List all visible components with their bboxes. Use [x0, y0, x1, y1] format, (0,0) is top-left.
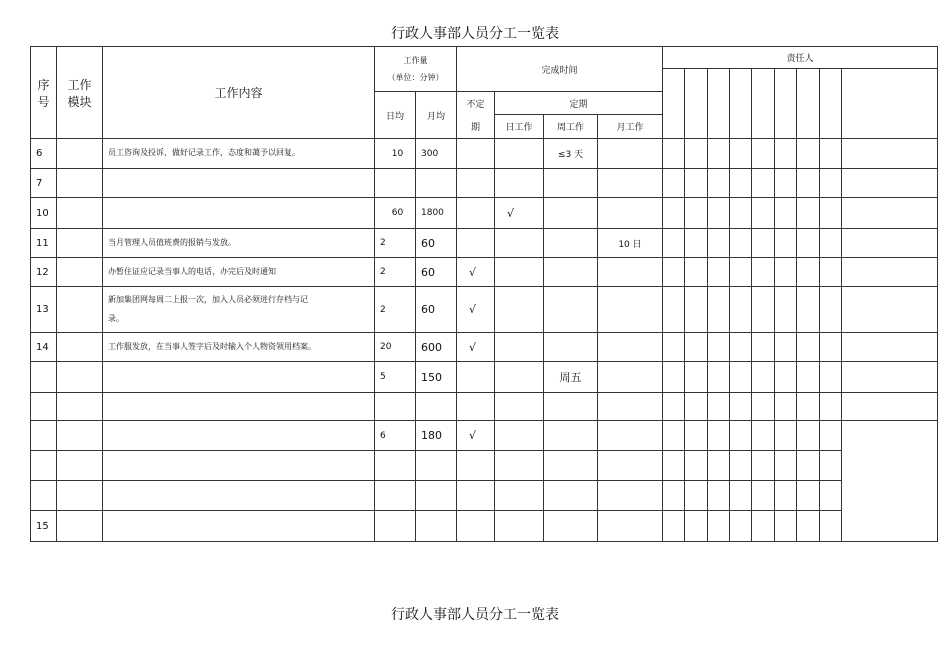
row-module	[57, 139, 103, 169]
responsible-cell	[685, 481, 708, 511]
row-irregular: √	[457, 333, 495, 362]
responsible-cell	[752, 393, 775, 421]
responsible-cell	[708, 393, 730, 421]
row-module	[57, 421, 103, 451]
responsible-cell	[663, 287, 685, 333]
responsible-cell	[685, 229, 708, 258]
row-month	[598, 333, 663, 362]
row-irregular	[457, 198, 495, 229]
responsible-cell	[775, 287, 797, 333]
responsible-cell	[842, 393, 938, 421]
responsible-cell	[752, 421, 775, 451]
row-monthly	[416, 169, 457, 198]
responsible-cell	[752, 198, 775, 229]
row-content	[103, 421, 375, 451]
row-seq: 13	[30, 287, 57, 333]
responsible-cell	[730, 169, 752, 198]
responsible-cell	[797, 229, 820, 258]
responsible-cell	[820, 229, 842, 258]
responsible-cell	[820, 169, 842, 198]
row-monthly	[416, 511, 457, 542]
row-module	[57, 169, 103, 198]
row-monthly: 600	[416, 333, 457, 362]
row-content	[103, 451, 375, 481]
row-week	[544, 258, 598, 287]
responsible-cell	[663, 421, 685, 451]
row-daily	[375, 393, 416, 421]
row-week: 周五	[544, 362, 598, 393]
header-weekly-work: 周工作	[544, 115, 598, 139]
row-irregular	[457, 169, 495, 198]
responsible-cell	[797, 69, 820, 139]
responsible-cell	[752, 258, 775, 287]
responsible-cell	[708, 511, 730, 542]
responsible-cell	[663, 229, 685, 258]
row-daily: 2	[375, 258, 416, 287]
row-monthly: 60	[416, 229, 457, 258]
row-month	[598, 139, 663, 169]
responsible-cell	[820, 511, 842, 542]
responsible-cell	[775, 229, 797, 258]
row-content: 新加集团网每周二上报一次，加入人员必须进行存档与记 录。	[103, 287, 375, 333]
row-month	[598, 258, 663, 287]
responsible-cell	[663, 393, 685, 421]
responsible-cell	[797, 451, 820, 481]
responsible-cell	[820, 333, 842, 362]
header-responsible: 责任人	[663, 46, 938, 69]
responsible-cell	[685, 451, 708, 481]
row-day	[495, 511, 544, 542]
row-monthly	[416, 393, 457, 421]
responsible-cell	[685, 393, 708, 421]
row-week	[544, 333, 598, 362]
row-content	[103, 393, 375, 421]
responsible-cell	[820, 69, 842, 139]
responsible-cell	[797, 333, 820, 362]
row-week	[544, 198, 598, 229]
responsible-cell	[685, 333, 708, 362]
responsible-cell	[708, 362, 730, 393]
row-day: √	[495, 198, 544, 229]
row-content: 员工咨询及投诉，做好记录工作，态度和蔼予以回复。	[103, 139, 375, 169]
responsible-cell	[775, 333, 797, 362]
row-month	[598, 511, 663, 542]
row-month	[598, 421, 663, 451]
responsible-cell	[752, 511, 775, 542]
row-module	[57, 511, 103, 542]
responsible-cell	[730, 198, 752, 229]
responsible-cell	[775, 69, 797, 139]
responsible-cell	[820, 421, 842, 451]
responsible-cell	[708, 169, 730, 198]
responsible-cell	[685, 139, 708, 169]
header-irregular: 不定 期	[457, 92, 495, 139]
row-daily: 20	[375, 333, 416, 362]
responsible-cell	[842, 139, 938, 169]
row-seq	[30, 362, 57, 393]
header-workload: 工作量 （单位：分钟）	[375, 46, 457, 92]
responsible-cell	[752, 287, 775, 333]
responsible-cell	[820, 258, 842, 287]
responsible-cell	[842, 229, 938, 258]
responsible-cell	[752, 481, 775, 511]
responsible-cell	[775, 393, 797, 421]
responsible-cell	[730, 258, 752, 287]
responsible-cell	[775, 362, 797, 393]
row-irregular: √	[457, 287, 495, 333]
responsible-cell	[708, 258, 730, 287]
row-month	[598, 362, 663, 393]
responsible-cell	[730, 362, 752, 393]
row-daily: 2	[375, 229, 416, 258]
row-monthly: 60	[416, 258, 457, 287]
row-irregular: √	[457, 258, 495, 287]
row-day	[495, 258, 544, 287]
responsible-cell	[685, 421, 708, 451]
row-daily: 6	[375, 421, 416, 451]
row-monthly	[416, 451, 457, 481]
row-content: 工作服发放，在当事人签字后及时输入个人物资领用档案。	[103, 333, 375, 362]
responsible-cell	[708, 229, 730, 258]
responsible-cell-merged	[842, 421, 938, 542]
row-day	[495, 169, 544, 198]
row-daily	[375, 481, 416, 511]
row-irregular: √	[457, 421, 495, 451]
responsible-cell	[708, 451, 730, 481]
row-content: 办暂住证应记录当事人的电话，办完后及时通知	[103, 258, 375, 287]
row-day	[495, 362, 544, 393]
responsible-cell	[820, 287, 842, 333]
row-module	[57, 451, 103, 481]
row-seq	[30, 451, 57, 481]
responsible-cell	[685, 511, 708, 542]
responsible-cell	[842, 198, 938, 229]
responsible-cell	[797, 511, 820, 542]
responsible-cell	[685, 69, 708, 139]
header-completion-time: 完成时间	[457, 46, 663, 92]
responsible-cell	[685, 258, 708, 287]
row-week	[544, 421, 598, 451]
responsible-cell	[775, 481, 797, 511]
row-module	[57, 198, 103, 229]
row-week	[544, 169, 598, 198]
row-daily	[375, 511, 416, 542]
responsible-cell	[663, 481, 685, 511]
row-daily: 60	[375, 198, 416, 229]
row-content	[103, 198, 375, 229]
row-module	[57, 333, 103, 362]
row-seq: 6	[30, 139, 57, 169]
responsible-cell	[730, 333, 752, 362]
row-week	[544, 229, 598, 258]
responsible-cell	[842, 333, 938, 362]
row-irregular	[457, 511, 495, 542]
row-module	[57, 393, 103, 421]
responsible-cell	[663, 198, 685, 229]
row-month: 10 日	[598, 229, 663, 258]
responsible-cell	[663, 333, 685, 362]
row-module	[57, 481, 103, 511]
responsible-cell	[708, 198, 730, 229]
responsible-cell	[842, 362, 938, 393]
header-module: 工作 模块	[57, 46, 103, 139]
responsible-cell	[820, 198, 842, 229]
header-daily-work: 日工作	[495, 115, 544, 139]
footer-title: 行政人事部人员分工一览表	[391, 607, 559, 623]
responsible-cell	[730, 287, 752, 333]
responsible-cell	[708, 421, 730, 451]
row-content	[103, 362, 375, 393]
header-content: 工作内容	[103, 46, 375, 139]
responsible-cell	[752, 169, 775, 198]
row-module	[57, 258, 103, 287]
row-seq	[30, 393, 57, 421]
responsible-cell	[730, 511, 752, 542]
row-seq: 7	[30, 169, 57, 198]
responsible-cell	[797, 287, 820, 333]
row-daily	[375, 169, 416, 198]
responsible-cell	[730, 421, 752, 451]
responsible-cell	[685, 198, 708, 229]
responsible-cell	[842, 169, 938, 198]
row-week	[544, 481, 598, 511]
row-day	[495, 229, 544, 258]
responsible-cell	[663, 69, 685, 139]
page-title: 行政人事部人员分工一览表	[391, 26, 559, 42]
responsible-cell	[797, 169, 820, 198]
responsible-cell	[663, 139, 685, 169]
responsible-cell	[663, 451, 685, 481]
row-irregular	[457, 229, 495, 258]
row-module	[57, 362, 103, 393]
row-content	[103, 169, 375, 198]
responsible-cell	[730, 481, 752, 511]
row-seq: 10	[30, 198, 57, 229]
row-irregular	[457, 393, 495, 421]
responsible-cell	[775, 421, 797, 451]
responsible-cell	[685, 169, 708, 198]
row-month	[598, 287, 663, 333]
row-month	[598, 198, 663, 229]
row-irregular	[457, 139, 495, 169]
responsible-cell	[663, 362, 685, 393]
header-daily-avg: 日均	[375, 92, 416, 139]
row-content: 当月管理人员值班费的报销与发放。	[103, 229, 375, 258]
row-month	[598, 451, 663, 481]
responsible-cell	[775, 198, 797, 229]
row-day	[495, 139, 544, 169]
responsible-cell	[685, 362, 708, 393]
row-irregular	[457, 481, 495, 511]
header-monthly-avg: 月均	[416, 92, 457, 139]
responsible-cell	[797, 393, 820, 421]
responsible-cell	[663, 258, 685, 287]
responsible-cell	[752, 229, 775, 258]
row-month	[598, 481, 663, 511]
responsible-cell	[663, 169, 685, 198]
row-week	[544, 393, 598, 421]
header-monthly-work: 月工作	[598, 115, 663, 139]
responsible-cell	[820, 139, 842, 169]
responsible-cell	[752, 451, 775, 481]
responsible-cell	[708, 139, 730, 169]
row-daily: 10	[375, 139, 416, 169]
responsible-cell	[842, 258, 938, 287]
row-irregular	[457, 451, 495, 481]
row-seq	[30, 481, 57, 511]
responsible-cell	[730, 451, 752, 481]
responsible-cell	[730, 393, 752, 421]
row-daily	[375, 451, 416, 481]
header-periodic: 定期	[495, 92, 663, 115]
row-day	[495, 287, 544, 333]
row-monthly: 300	[416, 139, 457, 169]
row-week: ≤3 天	[544, 139, 598, 169]
responsible-cell	[730, 229, 752, 258]
responsible-cell	[775, 258, 797, 287]
responsible-cell	[797, 421, 820, 451]
responsible-cell	[752, 333, 775, 362]
row-seq: 14	[30, 333, 57, 362]
responsible-cell	[708, 69, 730, 139]
row-week	[544, 287, 598, 333]
responsible-cell	[820, 451, 842, 481]
responsible-cell	[820, 481, 842, 511]
row-day	[495, 393, 544, 421]
row-monthly: 60	[416, 287, 457, 333]
row-content	[103, 481, 375, 511]
row-monthly: 150	[416, 362, 457, 393]
responsible-cell	[708, 287, 730, 333]
row-day	[495, 421, 544, 451]
row-day	[495, 481, 544, 511]
responsible-cell	[797, 198, 820, 229]
responsible-cell	[820, 362, 842, 393]
row-seq: 12	[30, 258, 57, 287]
responsible-cell	[797, 258, 820, 287]
row-module	[57, 287, 103, 333]
row-irregular	[457, 362, 495, 393]
responsible-cell	[775, 139, 797, 169]
row-day	[495, 451, 544, 481]
row-month	[598, 393, 663, 421]
responsible-cell	[730, 69, 752, 139]
responsible-cell	[775, 169, 797, 198]
row-monthly	[416, 481, 457, 511]
responsible-cell	[820, 393, 842, 421]
responsible-cell	[797, 139, 820, 169]
row-monthly: 1800	[416, 198, 457, 229]
responsible-cell	[752, 362, 775, 393]
row-daily: 5	[375, 362, 416, 393]
row-seq: 15	[30, 511, 57, 542]
row-content	[103, 511, 375, 542]
responsible-cell	[752, 69, 775, 139]
row-seq: 11	[30, 229, 57, 258]
responsible-cell	[708, 333, 730, 362]
responsible-cell	[775, 451, 797, 481]
responsible-cell	[663, 511, 685, 542]
row-seq	[30, 421, 57, 451]
staff-duty-table	[30, 46, 920, 557]
responsible-cell	[708, 481, 730, 511]
row-week	[544, 511, 598, 542]
responsible-cell	[842, 287, 938, 333]
row-week	[544, 451, 598, 481]
responsible-cell	[842, 69, 938, 139]
row-monthly: 180	[416, 421, 457, 451]
responsible-cell	[752, 139, 775, 169]
responsible-cell	[730, 139, 752, 169]
responsible-cell	[797, 481, 820, 511]
row-month	[598, 169, 663, 198]
row-daily: 2	[375, 287, 416, 333]
responsible-cell	[775, 511, 797, 542]
responsible-cell	[685, 287, 708, 333]
row-day	[495, 333, 544, 362]
responsible-cell	[797, 362, 820, 393]
row-module	[57, 229, 103, 258]
header-seq: 序 号	[30, 46, 57, 139]
